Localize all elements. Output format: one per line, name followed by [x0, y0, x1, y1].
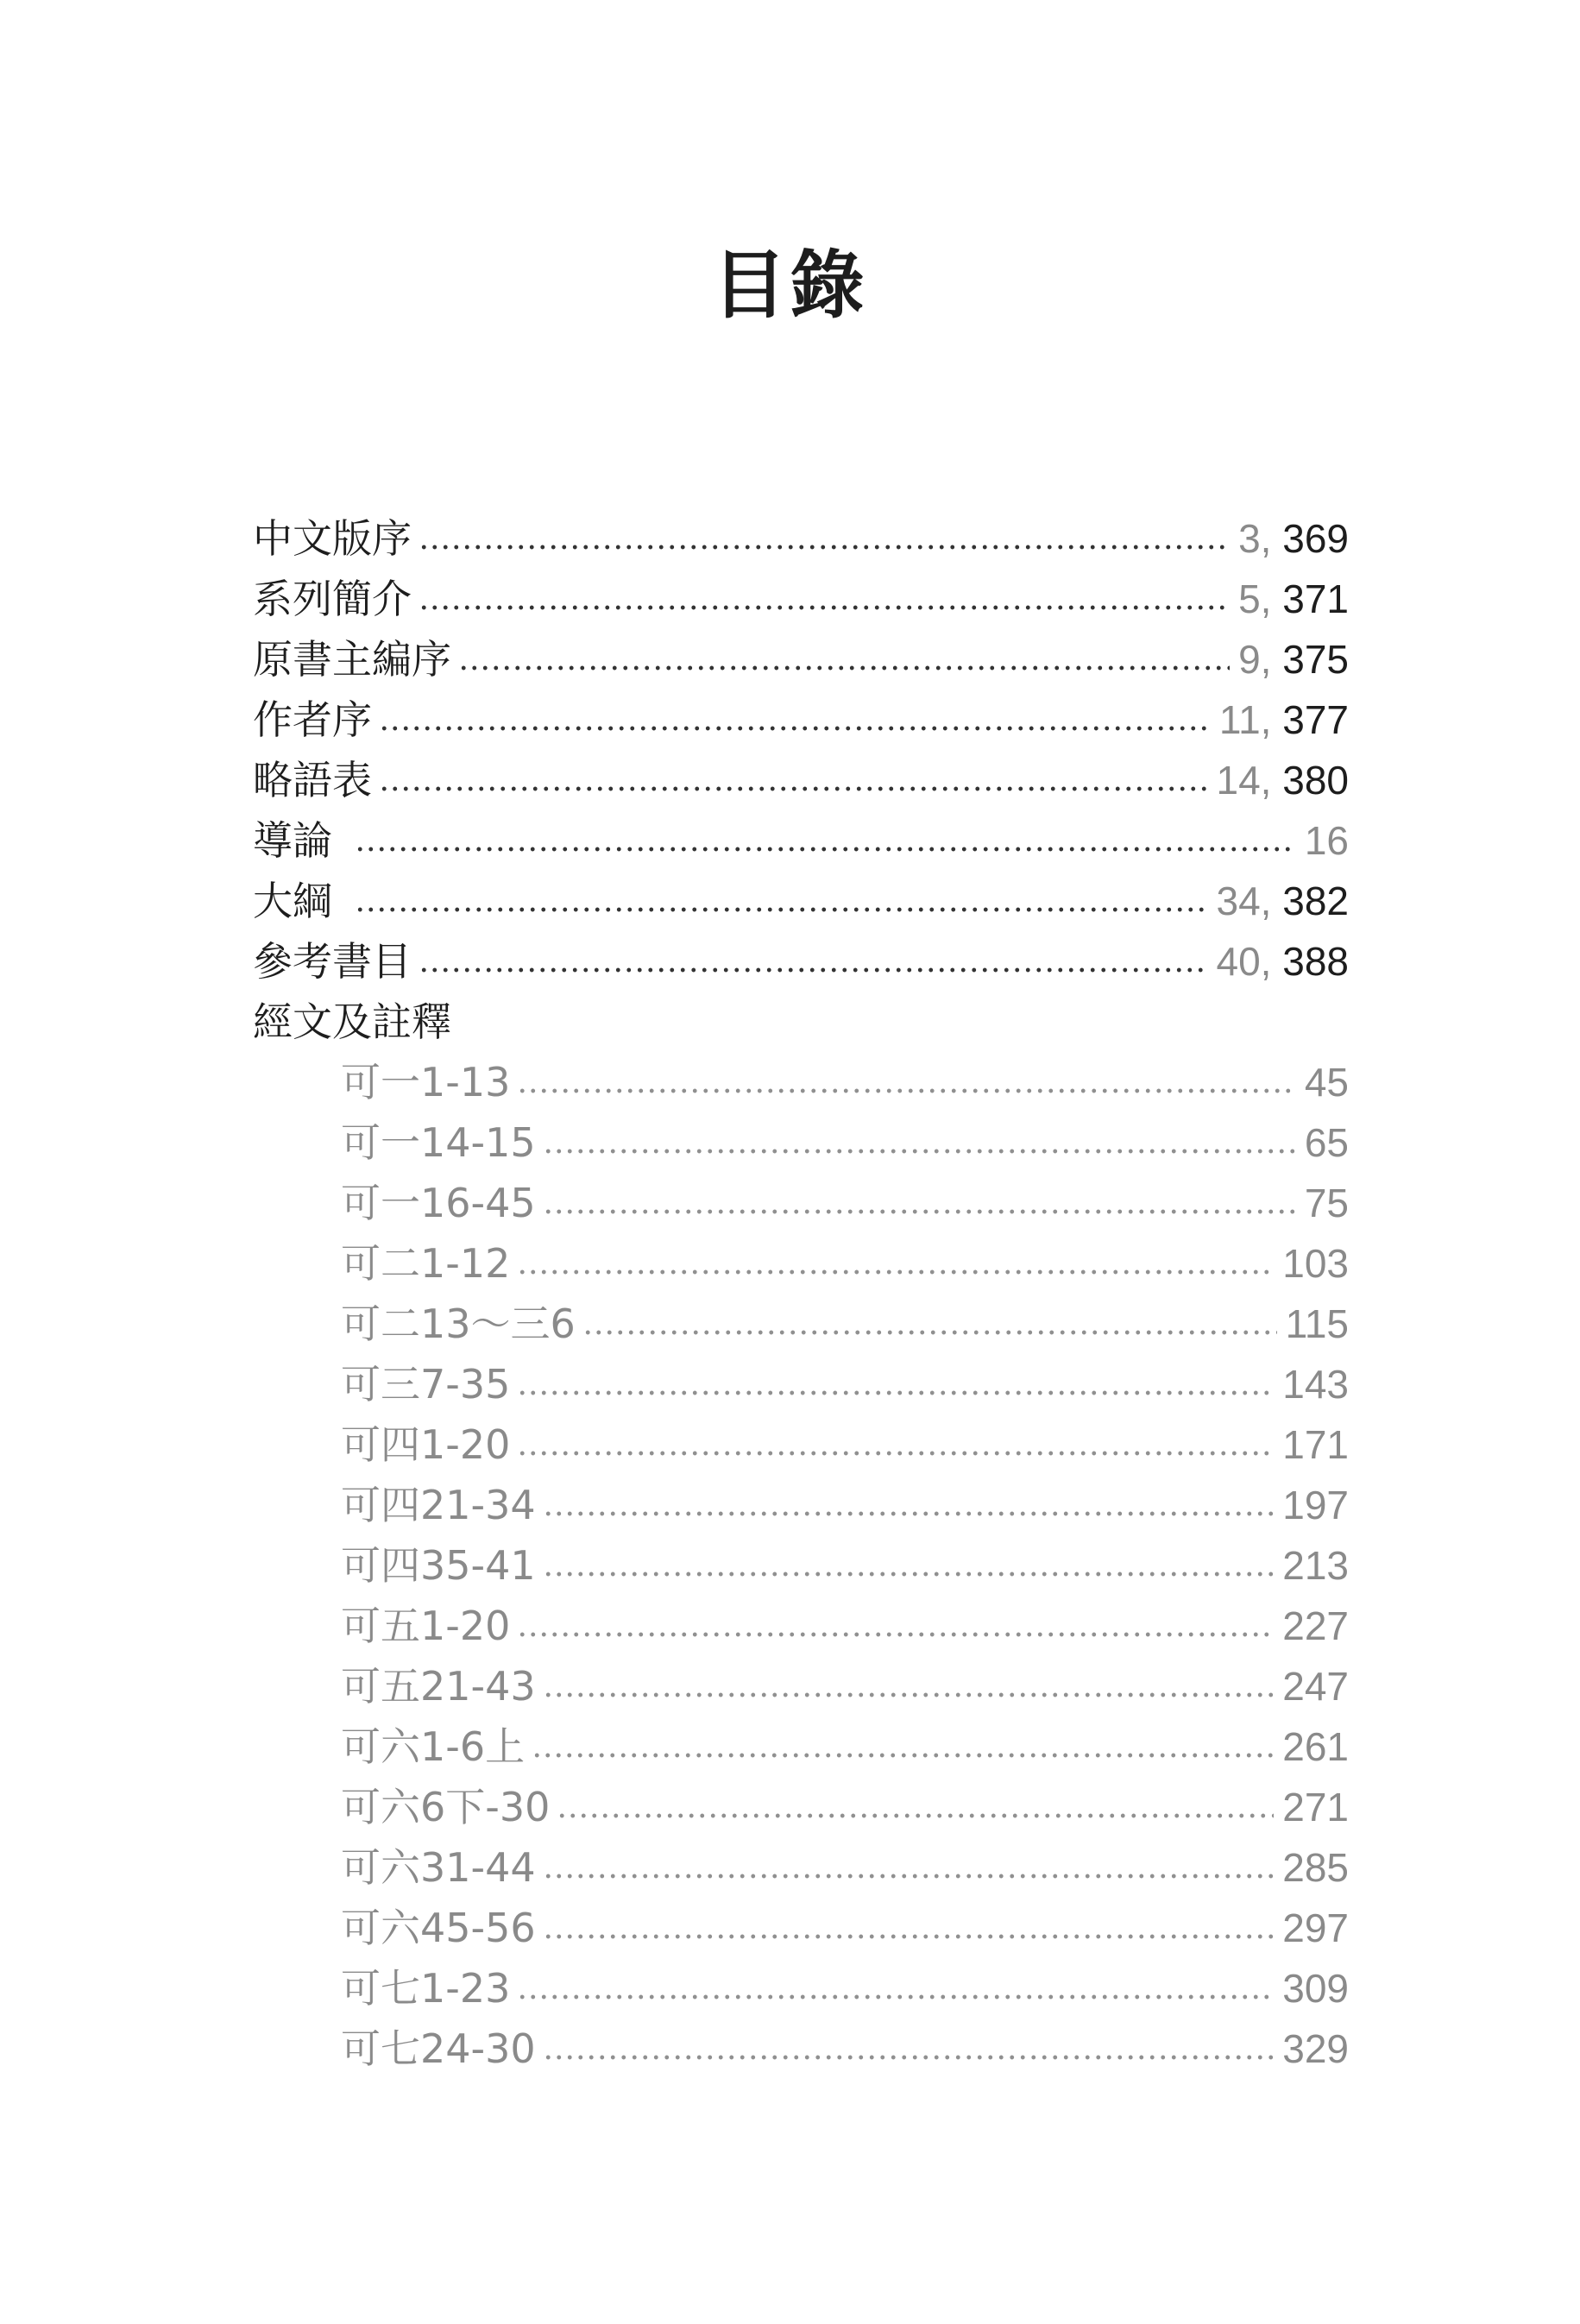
toc-subentry-label: 可四1-20 — [341, 1420, 511, 1468]
toc-subentry-page: 261 — [1282, 1723, 1349, 1769]
dot-leader — [517, 1993, 1274, 2000]
toc-entry-label: 參考書目 — [253, 937, 412, 985]
toc-subentry[interactable] — [253, 1167, 1349, 1227]
toc-subentry[interactable] — [253, 1952, 1349, 2012]
toc-subentry-page: 271 — [1282, 1784, 1349, 1830]
page-number-gray: 11, — [1218, 696, 1272, 742]
dot-leader — [355, 846, 1296, 853]
toc-subentry-label: 可二13～三6 — [341, 1300, 576, 1347]
toc-subentry-page: 143 — [1282, 1361, 1349, 1407]
page-number-dark: 377 — [1282, 696, 1349, 742]
toc-entry[interactable] — [253, 925, 1349, 986]
toc-entry-label: 原書主編序 — [253, 635, 451, 683]
toc-entry-label: 大綱 — [253, 877, 332, 924]
toc-entry[interactable] — [253, 744, 1349, 804]
toc-subentry[interactable] — [253, 1469, 1349, 1529]
toc-subentry[interactable] — [253, 1106, 1349, 1167]
toc-entry[interactable] — [253, 865, 1349, 925]
page-number-gray: 5, — [1238, 576, 1272, 621]
dot-leader — [355, 906, 1208, 913]
toc-subentry-label: 可六31-44 — [341, 1843, 536, 1891]
dot-leader — [543, 1691, 1275, 1698]
toc-subentry-label: 可三7-35 — [341, 1360, 511, 1408]
toc-subentry-page: 75 — [1304, 1180, 1349, 1225]
dot-leader — [458, 664, 1230, 671]
toc-entry-pages — [1217, 878, 1349, 925]
page-number-gray: 9, — [1238, 636, 1272, 682]
toc-entry[interactable] — [253, 804, 1349, 865]
toc-subentry-label: 可五1-20 — [341, 1602, 511, 1649]
toc-subentry[interactable] — [253, 2012, 1349, 2073]
dot-leader — [517, 1631, 1274, 1638]
toc-subentry[interactable] — [253, 1831, 1349, 1892]
toc-subentry-label: 可六45-56 — [341, 1904, 536, 1951]
toc-subentry-page: 227 — [1282, 1603, 1349, 1648]
toc-subentry[interactable] — [253, 1288, 1349, 1348]
toc-subentry-page: 65 — [1304, 1119, 1349, 1165]
dot-leader — [517, 1087, 1295, 1094]
toc-subentry-page: 197 — [1282, 1482, 1349, 1527]
toc-entry-pages — [1305, 817, 1349, 865]
dot-leader — [582, 1329, 1277, 1336]
toc-entry[interactable] — [253, 683, 1349, 744]
toc-subentry[interactable] — [253, 1710, 1349, 1771]
toc-subentry[interactable] — [253, 1529, 1349, 1590]
toc-subentry-page: 285 — [1282, 1844, 1349, 1890]
toc-subentry-page: 115 — [1285, 1301, 1349, 1346]
toc-subentry-label: 可二1-12 — [341, 1239, 511, 1287]
toc-subentry-label: 可五21-43 — [341, 1662, 536, 1710]
toc-entry[interactable] — [253, 502, 1349, 563]
toc-subentry-label: 可七1-23 — [341, 1964, 511, 2012]
page-number-dark: 375 — [1282, 636, 1349, 682]
toc-entry-pages — [1217, 757, 1349, 804]
toc-subentry-page: 309 — [1282, 1965, 1349, 2011]
toc-subentry-page: 103 — [1282, 1240, 1349, 1286]
page-number-gray: 14, — [1216, 757, 1272, 803]
toc-subentry-page: 329 — [1282, 2025, 1349, 2071]
toc-subentry-page: 247 — [1282, 1663, 1349, 1709]
page-number-dark: 380 — [1282, 757, 1349, 803]
dot-leader — [543, 1148, 1296, 1155]
dot-leader — [379, 725, 1211, 732]
table-of-contents — [253, 502, 1349, 2073]
toc-subentry-label: 可一14-15 — [341, 1118, 536, 1166]
toc-section-heading — [253, 986, 1349, 1046]
toc-subentry-label: 可七24-30 — [341, 2025, 536, 2072]
dot-leader — [543, 1571, 1275, 1578]
dot-leader — [543, 1510, 1275, 1517]
toc-entry-label: 略語表 — [253, 756, 372, 803]
page-number-gray: 34, — [1216, 878, 1272, 923]
dot-leader — [419, 544, 1230, 551]
page-title: 目錄 — [712, 242, 868, 329]
page-number-gray: 16 — [1304, 817, 1349, 863]
page-number-gray: 3, — [1238, 515, 1272, 561]
toc-subentry-page: 297 — [1282, 1905, 1349, 1950]
toc-entry-label: 作者序 — [253, 696, 372, 743]
toc-subentry-page: 213 — [1282, 1542, 1349, 1588]
dot-leader — [543, 1208, 1296, 1215]
page-number-dark: 382 — [1282, 878, 1349, 923]
dot-leader — [543, 1873, 1275, 1880]
toc-subentry-label: 可一1-13 — [341, 1058, 511, 1105]
toc-subentry-label: 可六6下-30 — [341, 1783, 551, 1830]
toc-subentry[interactable] — [253, 1348, 1349, 1408]
toc-subentry[interactable] — [253, 1892, 1349, 1952]
dot-leader — [557, 1812, 1274, 1819]
toc-entry-pages — [1238, 576, 1349, 623]
toc-subentry[interactable] — [253, 1590, 1349, 1650]
dot-leader — [419, 604, 1230, 611]
toc-subentry[interactable] — [253, 1227, 1349, 1288]
toc-subentry[interactable] — [253, 1046, 1349, 1106]
toc-entry[interactable] — [253, 563, 1349, 623]
toc-subentry-label: 可六1-6上 — [341, 1723, 526, 1770]
page-number-dark: 388 — [1282, 938, 1349, 984]
toc-subentry-page: 171 — [1282, 1421, 1349, 1467]
toc-entry-label: 中文版序 — [253, 514, 412, 562]
toc-subentry-label: 可一16-45 — [341, 1179, 536, 1226]
toc-entry[interactable] — [253, 623, 1349, 683]
toc-subentry[interactable] — [253, 1771, 1349, 1831]
toc-subentry[interactable] — [253, 1408, 1349, 1469]
toc-entry-pages — [1217, 938, 1349, 986]
toc-subentry-page: 45 — [1304, 1059, 1349, 1105]
toc-entry-pages — [1238, 636, 1349, 683]
dot-leader — [543, 1933, 1275, 1940]
toc-entry-label: 導論 — [253, 816, 332, 864]
dot-leader — [532, 1752, 1274, 1759]
section-heading-label: 經文及註釋 — [253, 998, 451, 1045]
toc-subentry[interactable] — [253, 1650, 1349, 1710]
dot-leader — [517, 1450, 1274, 1457]
page-number-dark: 371 — [1282, 576, 1349, 621]
dot-leader — [419, 967, 1208, 973]
dot-leader — [517, 1389, 1274, 1396]
toc-entry-pages — [1219, 696, 1349, 744]
dot-leader — [379, 785, 1208, 792]
toc-subentry-label: 可四21-34 — [341, 1481, 536, 1528]
dot-leader — [543, 2054, 1275, 2061]
page-number-dark: 369 — [1282, 515, 1349, 561]
toc-subentry-label: 可四35-41 — [341, 1541, 536, 1589]
page-number-gray: 40, — [1216, 938, 1272, 984]
toc-entry-label: 系列簡介 — [253, 575, 412, 622]
dot-leader — [517, 1269, 1274, 1275]
toc-entry-pages — [1238, 515, 1349, 563]
